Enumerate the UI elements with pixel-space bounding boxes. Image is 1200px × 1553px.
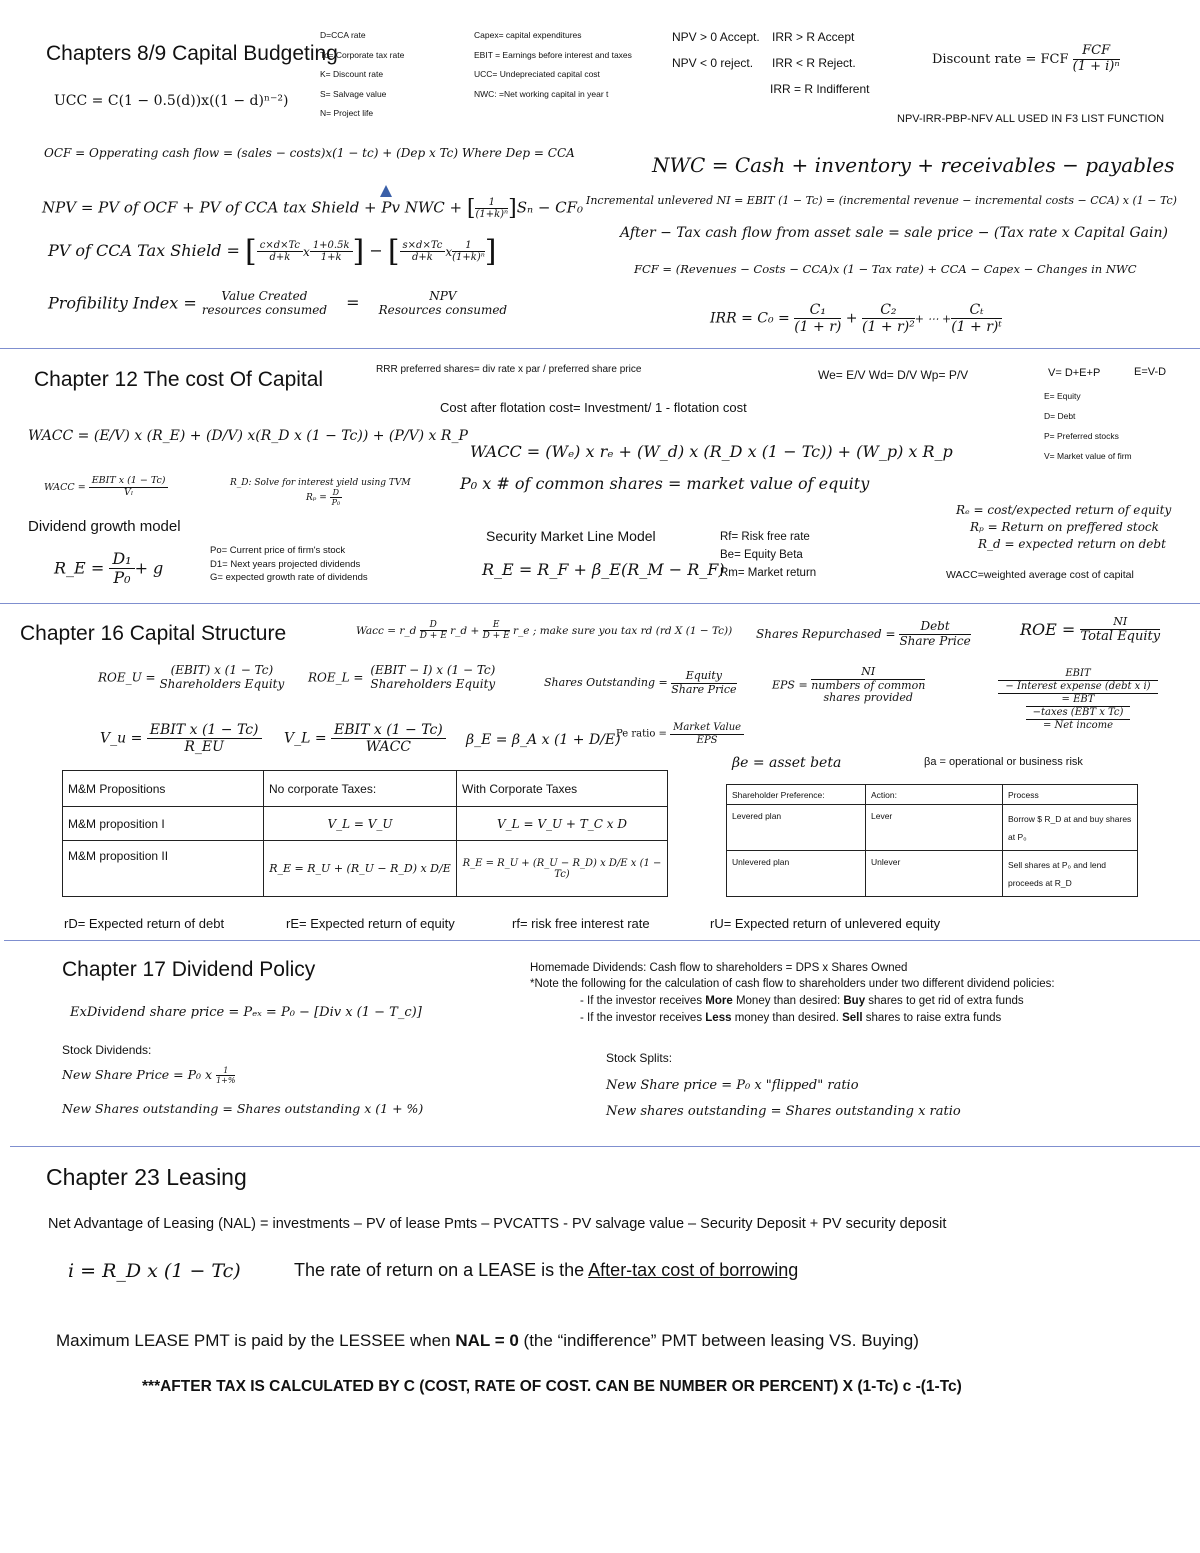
profitability-index-formula: Profibility Index = Value Created resources consumed = NPV Resources consumed: [48, 289, 508, 317]
return-definitions: [956, 502, 1171, 553]
shares-outstanding-formula: Shares Outstanding = $\frac{\text{Equity}}{\text{Share Price}}$: [544, 669, 737, 696]
npv-fraction: $\frac{1}{\text{(1+k)ⁿ}}$: [475, 196, 509, 220]
weights-formula: We= E/V Wd= D/V Wp= P/V: [818, 368, 969, 382]
rrr-preferred-formula: RRR preferred shares= div rate x par / preferred share price: [376, 364, 642, 375]
lease-rate-statement: The rate of return on a LEASE is the After-tax cost of borrowing: [294, 1260, 799, 1280]
stock-dividend-shares-formula: New Shares outstanding = Shares outstanding x (1 + %): [62, 1101, 424, 1116]
chapter-23-title: Chapter 23 Leasing: [46, 1164, 247, 1190]
eps-formula: EPS = NI numbers of common shares provided: [772, 665, 926, 705]
def-debt: D= Debt: [1044, 411, 1076, 421]
sml-title: Security Market Line Model: [486, 528, 656, 544]
firm-value-formula: V= D+E+P: [1048, 367, 1101, 379]
roe-formula: ROE = $\frac{NI}{\text{Total Equity}}$: [1020, 615, 1161, 644]
exdividend-formula: ExDividend share price = Pₑₓ = P₀ − [Div x (1 − T_c)]: [70, 1005, 422, 1020]
mm-header-no-tax: No corporate Taxes:: [264, 771, 457, 807]
calculator-note: NPV-IRR-PBP-NFV ALL USED IN F3 LIST FUNCTION: [897, 113, 1165, 125]
chapter-16-title: Chapter 16 Capital Structure: [20, 622, 287, 645]
pv-cca-lhs: PV of CCA Tax Shield =: [48, 241, 246, 260]
flotation-cost-formula: Cost after flotation cost= Investment/ 1 - flotation cost: [440, 400, 747, 415]
ch12-definitions: [1044, 386, 1132, 466]
def-g: G= expected growth rate of dividends: [210, 572, 368, 583]
chapter-8-9-title: Chapters 8/9 Capital Budgeting: [46, 42, 338, 65]
def-discount-rate: K= Discount rate: [320, 69, 384, 79]
wacc-formula-2: WACC = (Wₑ) x rₑ + (W_d) x (R_D x (1 − Tc)) + (W_p) x R_p: [470, 442, 953, 461]
ch8-definitions-1: [320, 26, 404, 124]
def-rm: Rm= Market return: [720, 567, 817, 579]
stock-split-price-formula: New Share price = P₀ x "flipped" ratio: [606, 1078, 859, 1093]
npv-formula: NPV = PV of OCF + PV of CCA tax Shield + Pv NWC + [ $\frac{1}{\text{(1+k)ⁿ}}$ ]Sₙ − CF₀: [42, 196, 584, 221]
vu-formula: V_u = $\frac{\text{EBIT x (1 − Tc)}}{R\_EU}$: [100, 722, 262, 755]
market-value-equity-formula: P₀ x # of common shares = market value of equity: [460, 474, 870, 493]
discount-rate-lhs: Discount rate = FCF: [932, 51, 1069, 67]
stock-dividends-label: Stock Dividends:: [62, 1043, 152, 1057]
irr-rules: [772, 24, 870, 102]
stack-ebt: = EBT: [1061, 694, 1095, 705]
def-capex: Capex= capital expenditures: [474, 30, 582, 40]
def-cca-rate: D=CCA rate: [320, 30, 366, 40]
def-salvage: S= Salvage value: [320, 88, 387, 99]
section-divider-4: [10, 1146, 1200, 1147]
sh-unlever-action: Unlever: [866, 851, 1003, 897]
mm-prop-1-with-tax: V_L = V_U + T_C x D: [457, 807, 668, 841]
def-rf-interest: rf= risk free interest rate: [512, 916, 650, 931]
npv-reject-rule: NPV < 0 reject.: [672, 56, 754, 70]
incremental-ni-formula: Incremental unlevered NI = EBIT (1 − Tc) = (incremental revenue − incremental costs − CCA) x (1 − Tc): [586, 194, 1177, 207]
mm-table-row: [63, 841, 668, 897]
mm-propositions-table: [62, 770, 668, 897]
def-be: Be= Equity Beta: [720, 549, 803, 561]
sh-unlever-process: Sell shares at P₀ and lend proceeds at R_D: [1003, 851, 1138, 897]
mm-table-row: [63, 807, 668, 841]
dividend-note: *Note the following for the calculation of cash flow to shareholders under two different dividend policies:: [530, 978, 1055, 990]
def-ebit: EBIT = Earnings before interest and taxes: [474, 49, 632, 60]
roe-unlevered-formula: ROE_U = (EBIT) x (1 − Tc) Shareholders Equity: [98, 663, 285, 691]
mm-table-header-row: [63, 771, 668, 807]
lease-rate-formula: i = R_D x (1 − Tc): [68, 1260, 241, 1282]
stack-taxes: −taxes (EBT x Tc): [1026, 706, 1130, 720]
sml-formula: R_E = R_F + β_E(R_M − R_F): [482, 560, 725, 579]
mm-prop-1-label: M&M proposition I: [63, 807, 264, 841]
def-equity: E= Equity: [1044, 391, 1081, 401]
rp-formula: Rₚ = $\frac{D}{\text{P₀}}$: [306, 488, 341, 508]
mm-prop-2-with-tax: R_E = R_U + (R_U − R_D) x D/E x (1 − Tc): [457, 841, 668, 897]
sh-lever-process: Borrow $ R_D at and buy shares at P₀: [1003, 805, 1138, 851]
section-divider-2: [0, 603, 1200, 604]
def-rp: Rₚ = Return on preffered stock: [970, 520, 1159, 534]
ch8-definitions-2: [474, 26, 632, 104]
homemade-dividends: Homemade Dividends: Cash flow to shareholders = DPS x Shares Owned: [530, 962, 908, 974]
section-divider-3: [4, 940, 1200, 941]
wacc-formula-3: WACC = $\frac{\text{EBIT x (1 − Tc)}}{\text{Vₗ}}$: [44, 476, 168, 499]
irr-lhs: IRR = C₀ =: [710, 310, 795, 327]
def-ucc: UCC= Undepreciated capital cost: [474, 69, 600, 79]
stack-net-income: = Net income: [1042, 720, 1114, 731]
def-project-life: N= Project life: [320, 108, 374, 118]
discount-rate-formula: [932, 44, 1120, 75]
chapter-12-title: Chapter 12 The cost Of Capital: [34, 368, 324, 391]
wacc-definition: WACC=weighted average cost of capital: [946, 569, 1134, 581]
ucc-formula: UCC = C(1 − 0.5(d))x((1 − d)ⁿ⁻²): [54, 93, 289, 109]
npv-accept-rule: NPV > 0 Accept.: [672, 30, 760, 44]
sh-header-process: Process: [1003, 785, 1138, 805]
stack-ebit: EBIT: [1065, 668, 1091, 679]
stock-splits-label: Stock Splits:: [606, 1051, 673, 1065]
rd-tvm-note: R_D: Solve for interest yield using TVM: [230, 478, 411, 488]
def-preferred: P= Preferred stocks: [1044, 431, 1119, 441]
dgm-definitions: [210, 544, 368, 585]
pv-cca-tax-shield-formula: PV of CCA Tax Shield = [ $\frac{c\times d\times Tc}{d+k}$ x $\frac{1+0.5k}{1+k}$ ] − [ $\frac{s\times d\times Tc}{d+k}$ x $\frac{1}{\text{(1+k)ⁿ}}$ ]: [48, 234, 497, 269]
sh-levered-plan: Levered plan: [727, 805, 866, 851]
dividend-bullet-less: - If the investor receives Less money than desired. Sell shares to raise extra funds: [580, 1012, 1002, 1024]
nwc-formula: NWC = Cash + inventory + receivables − payables: [652, 153, 1175, 177]
def-po: Po= Current price of firm's stock: [210, 545, 346, 556]
pi-lhs: Profibility Index =: [48, 293, 202, 313]
def-rd-expected: rD= Expected return of debt: [64, 916, 225, 931]
stock-dividend-price-formula: New Share Price = P₀ x $\frac{1}{1+\%}$: [62, 1066, 236, 1086]
max-lease-pmt-statement: Maximum LEASE PMT is paid by the LESSEE when NAL = 0 (the “indifference” PMT between leasing VS. Buying): [56, 1331, 919, 1350]
mm-prop-2-no-tax: R_E = R_U + (R_U − R_D) x D/E: [264, 841, 457, 897]
sh-header-action: Action:: [866, 785, 1003, 805]
def-d1: D1= Next years projected dividends: [210, 558, 361, 570]
after-tax-cash-flow-formula: After − Tax cash flow from asset sale = sale price − (Tax rate x Capital Gain): [620, 225, 1168, 241]
pe-ratio-formula: Pe ratio = $\frac{\text{Market Value}}{\text{EPS}}$: [616, 722, 744, 746]
income-statement-stack: [998, 668, 1158, 732]
mm-prop-1-no-tax: V_L = V_U: [264, 807, 457, 841]
nal-formula: Net Advantage of Leasing (NAL) = investments – PV of lease Pmts – PVCATTS - PV salvage value – Security Deposit + PV security deposit: [48, 1216, 947, 1232]
section-divider-1: [0, 348, 1200, 349]
dividend-bullet-more: - If the investor receives More Money than desired: Buy shares to get rid of extra funds: [580, 995, 1024, 1007]
def-nwc: NWC: =Net working capital in year t: [474, 88, 609, 99]
discount-rate-fraction: $\frac{\text{FCF}}{\text{(1 + i)ⁿ}}$: [1072, 43, 1120, 74]
sh-table-header-row: [727, 785, 1138, 805]
irr-accept-rule: IRR > R Accept: [772, 30, 855, 44]
sml-definitions: [720, 528, 816, 582]
irr-reject-rule: IRR < R Reject.: [772, 56, 856, 70]
npv-rules: [672, 24, 760, 76]
def-tax-rate: Tc= Corporate tax rate: [320, 49, 405, 60]
def-re: Rₑ = cost/expected return of equity: [956, 503, 1172, 517]
mm-prop-2-label: M&M proposition II: [63, 841, 264, 897]
shares-repurchased-formula: Shares Repurchased = $\frac{\text{Debt}}{\text{Share Price}}$: [756, 619, 971, 648]
equity-formula: E=V-D: [1134, 366, 1167, 378]
chapter-17-title: Chapter 17 Dividend Policy: [62, 958, 316, 981]
roe-levered-formula: ROE_L = (EBIT − I) x (1 − Tc) Shareholders Equity: [308, 663, 496, 691]
fcf-formula: FCF = (Revenues − Costs − CCA)x (1 − Tax rate) + CCA − Capex − Changes in NWC: [634, 262, 1137, 276]
sh-lever-action: Lever: [866, 805, 1003, 851]
def-ru-expected: rU= Expected return of unlevered equity: [710, 916, 941, 931]
after-tax-calculation-note: ***AFTER TAX IS CALCULATED BY C (COST, RATE OF COST. CAN BE NUMBER OR PERCENT) X (1-Tc) c -(1-Tc): [142, 1378, 962, 1395]
equity-beta-formula: β_E = β_A x (1 + D/E): [466, 732, 621, 748]
irr-formula: IRR = C₀ = $\frac{\text{C₁}}{(1 + r)}$ + $\frac{\text{C₂}}{\text{(1 + r)²}}$ + ⋯ + $\frac{\text{Cₜ}}{\text{(1 + r)ᵗ}}$: [710, 302, 1002, 336]
def-rf: Rf= Risk free rate: [720, 531, 810, 543]
sh-header-preference: Shareholder Preference:: [727, 785, 866, 805]
after-tax-cost-of-borrowing: After-tax cost of borrowing: [588, 1260, 799, 1280]
def-rd: R_d = expected return on debt: [978, 537, 1166, 551]
shareholder-preference-table: [726, 784, 1138, 897]
ocf-formula: OCF = Opperating cash flow = (sales − costs)x(1 − tc) + (Dep x Tc) Where Dep = CCA: [44, 146, 575, 160]
dividend-growth-model-title: Dividend growth model: [28, 518, 181, 535]
irr-indifferent-rule: IRR = R Indifferent: [770, 82, 870, 96]
stock-split-shares-formula: New shares outstanding = Shares outstanding x ratio: [606, 1104, 961, 1119]
asset-beta-definition: βe = asset beta: [732, 755, 842, 771]
stack-interest: − Interest expense (debt x i): [998, 680, 1158, 694]
def-re-expected: rE= Expected return of equity: [286, 916, 455, 931]
vl-formula: V_L = $\frac{\text{EBIT x (1 − Tc)}}{\text{WACC}}$: [284, 722, 446, 755]
business-risk-definition: βa = operational or business risk: [924, 756, 1083, 768]
mm-header-with-tax: With Corporate Taxes: [457, 771, 668, 807]
mm-header-propositions: M&M Propositions: [63, 771, 264, 807]
wacc-capital-structure-formula: Wacc = r_d $\frac{D}{D + E}$ r_d + $\frac{E}{D + E}$ r_e ; make sure you tax rd (rd X (1 − Tc)): [356, 620, 733, 642]
sh-table-row: [727, 851, 1138, 897]
npv-rhs: Sₙ − CF₀: [516, 198, 584, 217]
dividend-growth-formula: R_E = $\frac{\text{D₁}}{\text{P₀}}$ + g: [54, 549, 164, 588]
sh-table-row: [727, 805, 1138, 851]
npv-lhs: NPV = PV of OCF + PV of CCA tax Shield + Pv NWC +: [42, 198, 467, 217]
wacc-formula-1: WACC = (E/V) x (R_E) + (D/V) x(R_D x (1 − Tc)) + (P/V) x R_P: [28, 428, 468, 444]
sh-unlevered-plan: Unlevered plan: [727, 851, 866, 897]
def-market-value: V= Market value of firm: [1044, 451, 1132, 461]
